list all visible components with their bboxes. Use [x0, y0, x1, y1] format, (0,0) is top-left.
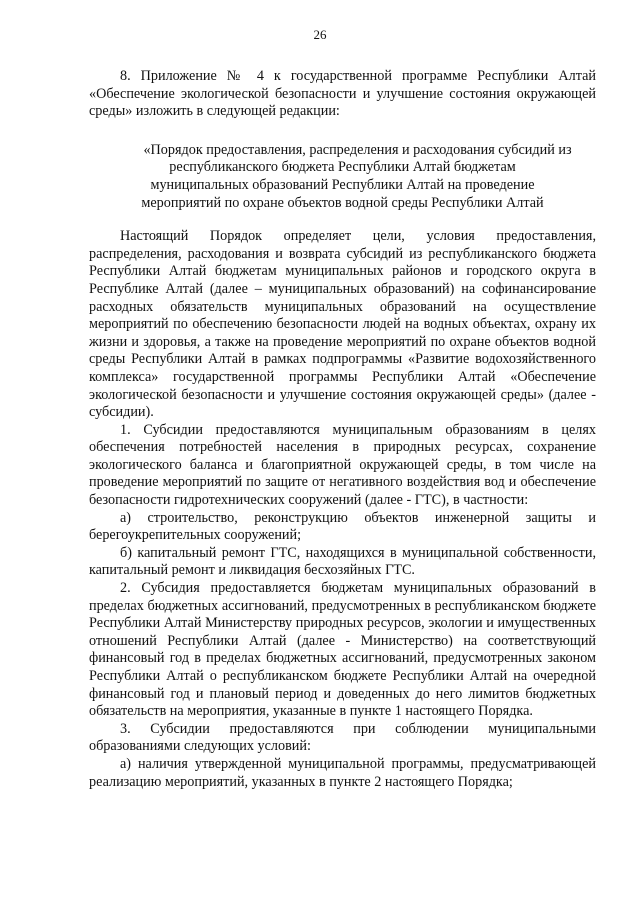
- document-body: [89, 68, 596, 791]
- body-paragraph: 3. Субсидии предоставляются при соблюдении муниципальными образованиями следующих условий:: [89, 720, 596, 755]
- page-number: 26: [313, 27, 327, 42]
- body-paragraph: а) строительство, реконструкцию объектов инженерной защиты и берегоукрепительных сооружений;: [89, 509, 596, 544]
- intro-paragraph: 8. Приложение № 4 к государственной программе Республики Алтай «Обеспечение экологической безопасности и улучшение состояния окружающей среды» изложить в следующей редакции:: [89, 68, 596, 120]
- title-line: республиканского бюджета Республики Алтай бюджетам: [169, 159, 516, 176]
- body-paragraph: 1. Субсидии предоставляются муниципальным образованиям в целях обеспечения потребностей населения в природных ресурсах, сохранение экологического баланса и благоприятной окружающей среды, в том числе на проведение мероприятий по защите от негативного воздействия вод и обеспечение безопасности гидротехнических сооружений (далее - ГТС), в частности:: [89, 421, 596, 509]
- body-paragraph: а) наличия утвержденной муниципальной программы, предусматривающей реализацию мероприятий, указанных в пункте 2 настоящего Порядка;: [89, 755, 596, 790]
- body-paragraph: Настоящий Порядок определяет цели, условия предоставления, распределения, расходования и возврата субсидий из республиканского бюджета Республики Алтай бюджетам муниципальных районов и городского округа в Республике Алтай (далее – муниципальных образований) на софинансирование расходных обязательств муниципальных образований на осуществление мероприятий по обеспечению безопасности людей на водных объектах, охрану их жизни и здоровья, а также на проведение мероприятий по охране объектов водной среды Республики Алтай в рамках подпрограммы «Развитие водохозяйственного комплекса» государственной программы Республики Алтай «Обеспечение экологической безопасности и улучшение состояния окружающей среды» (далее - субсидии).: [89, 228, 596, 421]
- title-line: мероприятий по охране объектов водной среды Республики Алтай: [141, 194, 544, 211]
- title-line: «Порядок предоставления, распределения и расходования субсидий из: [143, 141, 572, 158]
- section-title: [89, 142, 596, 212]
- body-paragraph: 2. Субсидия предоставляется бюджетам муниципальных образований в пределах бюджетных ассигнований, предусмотренных в республиканском бюджете Республики Алтай Министерству природных ресурсов, экологии и имущественных отношений Республики Алтай (далее - Министерство) на соответствующий финансовый год в пределах бюджетных ассигнований, предусмотренных законом Республики Алтай о республиканском бюджете Республики Алтай на очередной финансовый год и плановый период и доведенных до него лимитов бюджетных обязательств на мероприятия, указанные в пункте 1 настоящего Порядка.: [89, 580, 596, 720]
- title-line: муниципальных образований Республики Алтай на проведение: [150, 176, 535, 193]
- body-paragraph: б) капитальный ремонт ГТС, находящихся в муниципальной собственности, капитальный ремонт и ликвидация бесхозяйных ГТС.: [89, 544, 596, 579]
